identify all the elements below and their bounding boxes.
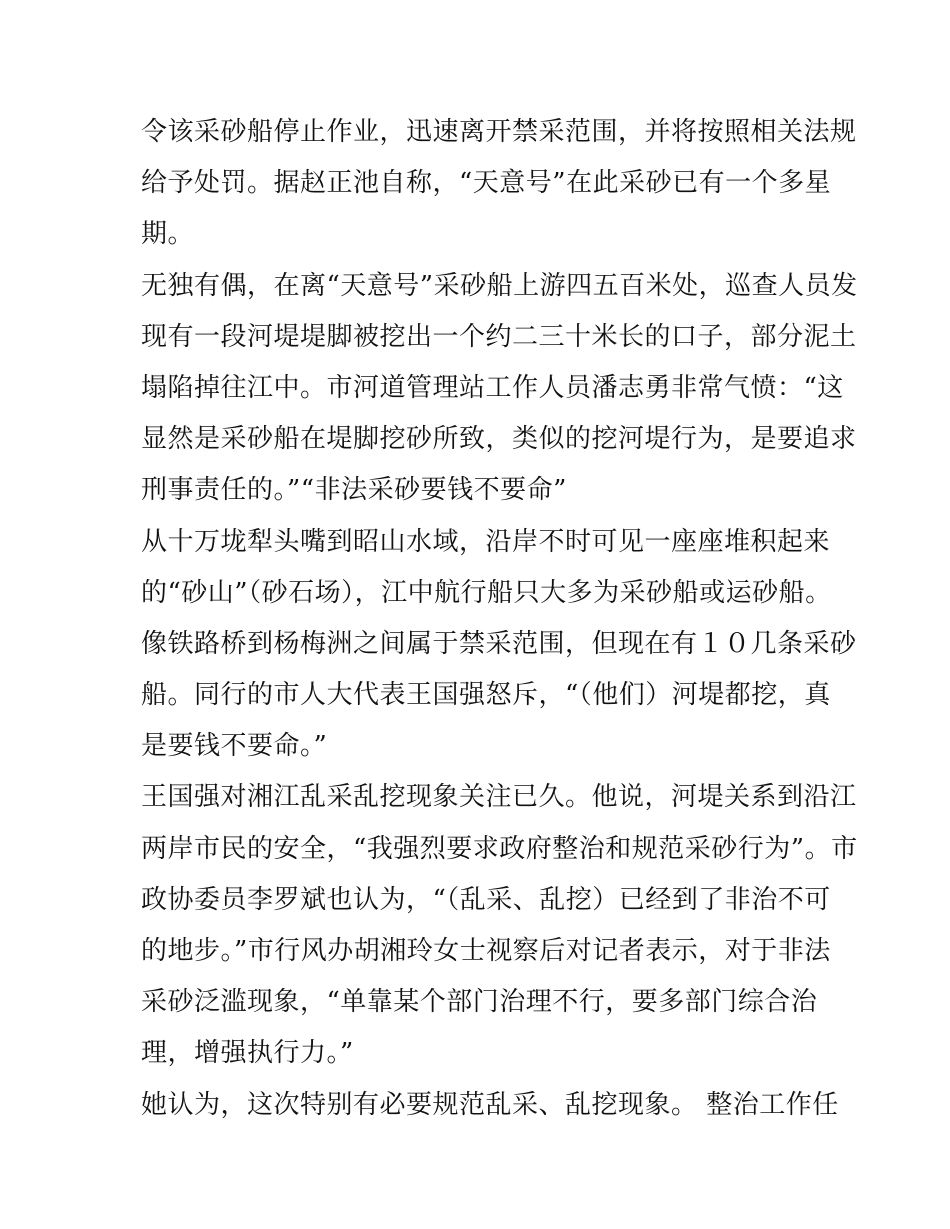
text-line: 两岸市民的安全，“我强烈要求政府整治和规范采砂行为”。市 [141,833,858,864]
text-line: 期。 [141,219,195,250]
text-line: 令该采砂船停止作业，迅速离开禁采范围，并将按照相关法规 [141,117,857,147]
text-line: 刑事责任的。”“非法采砂要钱不要命” [141,475,567,506]
text-line: 显然是采砂船在堤脚挖砂所致，类似的挖河堤行为，是要追求 [141,424,857,455]
text-line: 是要钱不要命。” [141,731,328,762]
article-body [141,107,858,1131]
text-line: 从十万垅犁头嘴到昭山水域，沿岸不时可见一座座堆积起来 [141,526,831,557]
text-line: 塌陷掉往江中。市河道管理站工作人员潘志勇非常气愤：“这 [141,372,844,403]
text-line: 理，增强执行力。” [141,1038,354,1069]
text-line: 无独有偶，在离“天意号”采砂船上游四五百米处，巡查人员发 [141,270,858,301]
text-line: 像铁路桥到杨梅洲之间属于禁采范围，但现在有１０几条采砂 [141,628,857,659]
text-line: 现有一段河堤堤脚被挖出一个约二三十米长的口子，部分泥土 [141,321,857,352]
text-line: 采砂泛滥现象，“单靠某个部门治理不行，要多部门综合治 [141,987,818,1018]
text-line: 王国强对湘江乱采乱挖现象关注已久。他说，河堤关系到沿江 [141,782,857,813]
text-line: 的地步。”市行风办胡湘玲女士视察后对记者表示，对于非法 [141,936,831,966]
text-line: 船。同行的市人大代表王国强怒斥，“（他们）河堤都挖，真 [141,680,831,711]
text-line: 的“砂山”（砂石场），江中航行船只大多为采砂船或运砂船。 [141,577,832,608]
text-line: 给予处罚。据赵正池自称，“天意号”在此采砂已有一个多星 [141,168,832,199]
text-line: 政协委员李罗斌也认为，“（乱采、乱挖）已经到了非治不可 [141,884,831,915]
text-line: 她认为，这次特别有必要规范乱采、乱挖现象。 整治工作任 [141,1089,839,1120]
